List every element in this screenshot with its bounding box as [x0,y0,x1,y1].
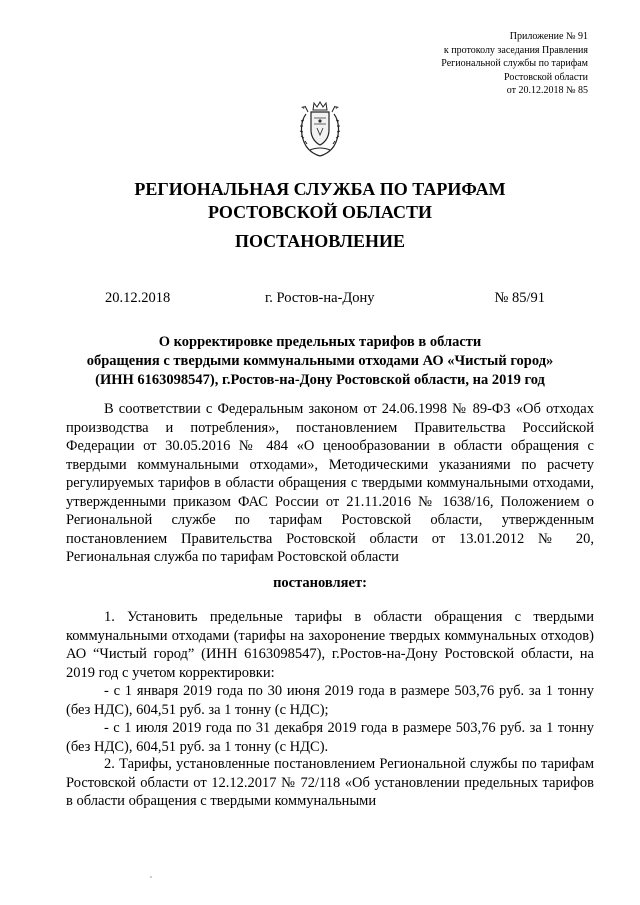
clause-2-text: 2. Тарифы, установленные постановлением Региональной службы по тарифам Ростовской области от 12.12.2017 № 72/118 «Об установлении предельных тарифов в области обращения с твердыми коммунальными [66,756,594,809]
subject-line: О корректировке предельных тарифов в области [158,334,482,350]
coat-of-arms-icon [296,100,344,158]
agency-title-line: РОСТОВСКОЙ ОБЛАСТИ [208,202,432,222]
appendix-note [388,30,588,98]
clause-1-tariff-first-half: - с 1 января 2019 года по 30 июня 2019 года в размере 503,76 руб. за 1 тонну (без НДС), 604,51 руб. за 1 тонну (с НДС); [66,683,594,718]
appendix-line: от 20.12.2018 № 85 [506,85,588,96]
agency-title-line: РЕГИОНАЛЬНАЯ СЛУЖБА ПО ТАРИФАМ [134,179,506,199]
agency-title [0,178,640,224]
scan-artifact [150,876,152,878]
document-subject [70,333,570,390]
document-date: 20.12.2018 [105,290,171,306]
appendix-line: Ростовской области [504,71,588,83]
clause-1-text: 1. Установить предельные тарифы в области обращения с твердыми коммунальными отходами (тарифы на захоронение твердых коммунальных отходов) АО “Чистый город” (ИНН 6163098547), г.Ростов-на-Дону Ростовской области, на 2019 год с учетом корректировки: [66,609,594,681]
document-meta [105,288,545,308]
clause-1-tariff-second-half: - с 1 июля 2019 года по 31 декабря 2019 года в размере 503,76 руб. за 1 тонну (без НДС), 604,51 руб. за 1 тонну (с НДС). [66,720,594,755]
document-city: г. Ростов-на-Дону [265,290,375,306]
document-number: № 85/91 [494,290,545,306]
resolves-heading: постановляет: [273,575,367,591]
subject-line: обращения с твердыми коммунальными отходами АО «Чистый город» [86,353,554,369]
preamble-paragraph: В соответствии с Федеральным законом от 24.06.1998 № 89-ФЗ «Об отходах производства и потребления», постановлением Правительства Российской Федерации от 30.05.2016 № 484 «О ценообразовании в области обращения с твердыми коммунальными отходами», Методическими указаниями по расчету регулируемых тарифов в области обращения с твердыми коммунальными отходами, утвержденными приказом ФАС России от 21.11.2016 № 1638/16, Положением о Региональной службе по тарифам Ростовской области, утвержденным постановлением Правительства Ростовской области от 13.01.2012 № 20, Региональная служба по тарифам Ростовской области [66,401,594,565]
appendix-line: Региональной службы по тарифам [441,58,588,69]
appendix-line: Приложение № 91 [509,31,588,42]
appendix-line: к протоколу заседания Правления [443,44,588,56]
clause-2 [66,755,594,811]
subject-line: (ИНН 6163098547), г.Ростов-на-Дону Ростовской области, на 2019 год [95,372,545,388]
clause-1 [66,608,594,756]
document-type: ПОСТАНОВЛЕНИЕ [234,231,406,251]
